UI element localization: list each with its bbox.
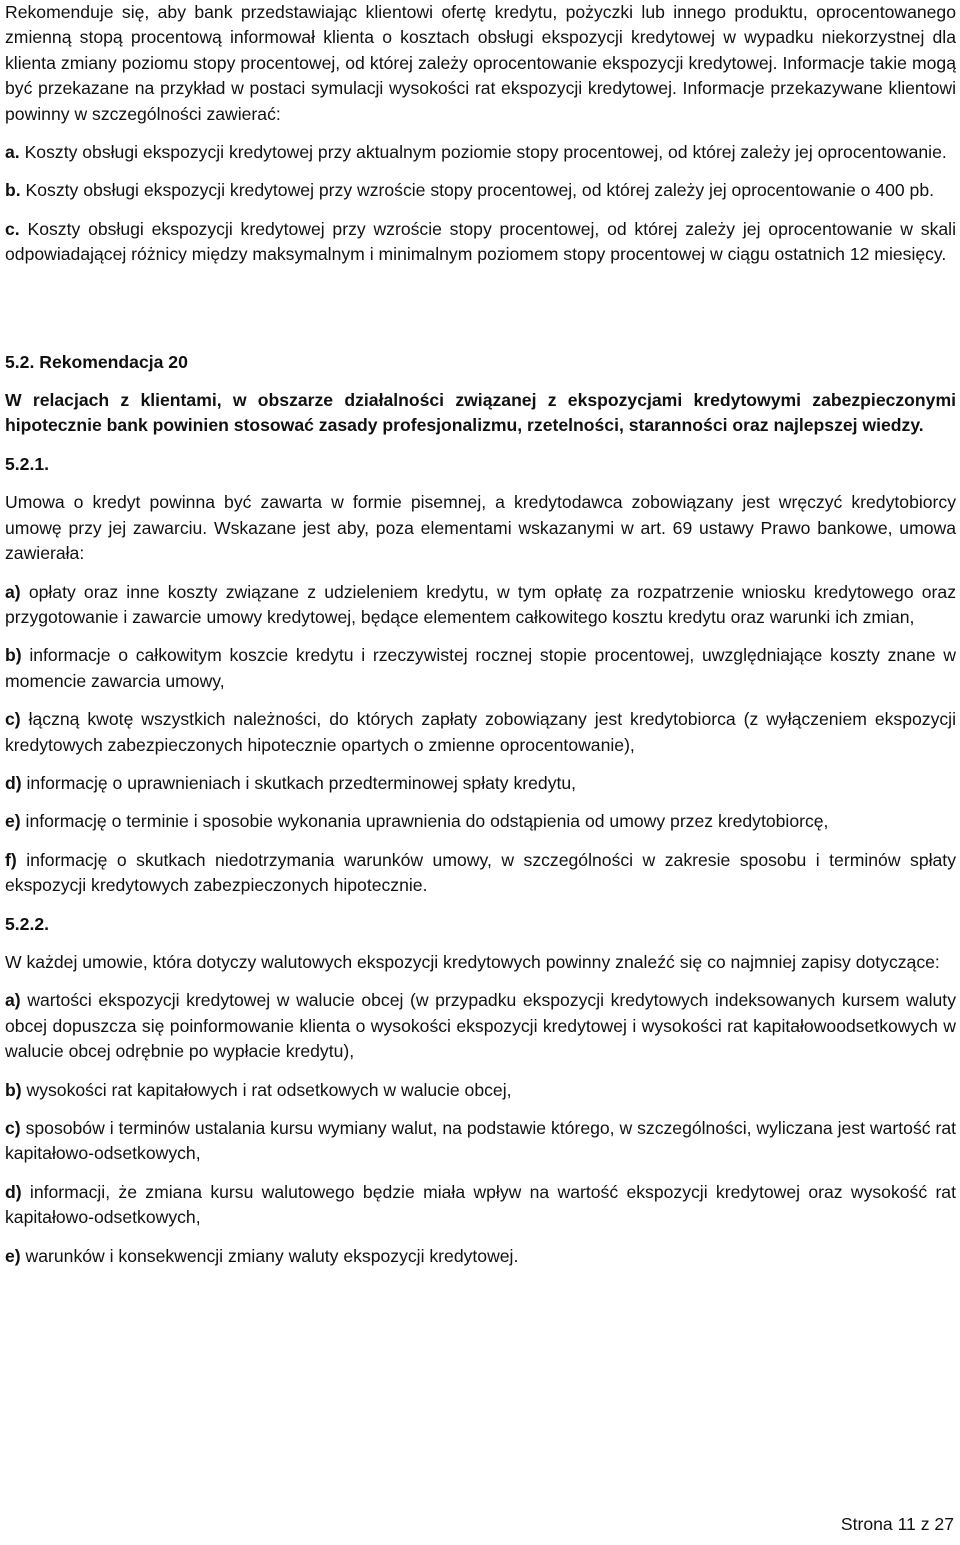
section-heading: 5.2. Rekomendacja 20: [5, 351, 188, 372]
item-label: a): [5, 990, 21, 1011]
item-label: b.: [5, 180, 21, 201]
list-item: [5, 1078, 956, 1103]
item-label: b): [5, 1079, 22, 1100]
item-text: informację o uprawnieniach i skutkach przedterminowej spłaty kredytu,: [21, 772, 577, 793]
item-text: informacje o całkowitym koszcie kredytu i rzeczywistej rocznej stopie procentowej, uwzględniające koszty znane w momencie zawarcia umowy,: [5, 645, 956, 691]
section-lead: W relacjach z klientami, w obszarze działalności związanej z ekspozycjami kredytowymi zabezpieczonymi hipotecznie bank powinien stosować zasady profesjonalizmu, rzetelności, staranności oraz najlepszej wiedzy.: [5, 390, 956, 436]
item-label: e): [5, 811, 21, 832]
item-label: c): [5, 1118, 21, 1138]
item-text: opłaty oraz inne koszty związane z udzieleniem kredytu, w tym opłatę za rozpatrzenie wniosku kredytowego oraz przygotowanie i zawarcie umowy kredytowej, będące elementem całkowitego kosztu kredytu oraz warunki ich zmian,: [5, 581, 956, 627]
subsection-intro: W każdej umowie, która dotyczy walutowych ekspozycji kredytowych powinny znaleźć się co najmniej zapisy dotyczące:: [5, 951, 940, 972]
list-item: [5, 809, 956, 834]
intro-paragraph: Rekomenduje się, aby bank przedstawiając klientowi ofertę kredytu, pożyczki lub innego produktu, oprocentowanego zmienną stopą procentową informował klienta o kosztach obsługi ekspozycji kredytowej w wypadku niekorzystnej dla klienta zmiany poziomu stopy procentowej, od której zależy oprocentowanie ekspozycji kredytowej. Informacje takie mogą być przekazane na przykład w postaci symulacji wysokości rat ekspozycji kredytowej. Informacje przekazywane klientowi powinny w szczególności zawierać:: [5, 2, 956, 124]
page-number: Strona 11 z 27: [840, 1514, 954, 1534]
item-text: Koszty obsługi ekspozycji kredytowej przy aktualnym poziomie stopy procentowej, od której zależy jej oprocentowanie.: [19, 142, 947, 163]
list-item: [5, 988, 956, 1064]
item-text: wartości ekspozycji kredytowej w walucie obcej (w przypadku ekspozycji kredytowych indeksowanych kursem waluty obcej dopuszcza się poinformowanie klienta o wysokości ekspozycji kredytowej i wysokości rat kapitałowoodsetkowych w walucie obcej odrębnie po wypłacie kredytu),: [5, 990, 956, 1062]
item-text: Koszty obsługi ekspozycji kredytowej przy wzroście stopy procentowej, od której zależy jej oprocentowanie w skali odpowiadającej różnicy między maksymalnym i minimalnym poziomem stopy procentowej w ciągu ostatnich 12 miesięcy.: [5, 218, 956, 265]
item-text: informację o terminie i sposobie wykonania uprawnienia do odstąpienia od umowy przez kredytobiorcę,: [20, 811, 829, 832]
item-label: b): [5, 645, 22, 666]
item-label: f): [5, 849, 17, 870]
intro-item-b: [5, 178, 956, 203]
list-item: [5, 1244, 956, 1269]
item-label: a): [5, 581, 21, 602]
item-text: łączną kwotę wszystkich należności, do których zapłaty zobowiązany jest kredytobiorca (z wyłączeniem ekspozycji kredytowych zabezpieczonych hipotecznie opartych o zmienne oprocentowanie),: [5, 709, 956, 755]
item-text: informację o skutkach niedotrzymania warunków umowy, w szczególności w zakresie sposobu i terminów spłaty ekspozycji kredytowych zabezpieczonych hipotecznie.: [5, 849, 956, 896]
intro-item-a: [5, 140, 956, 165]
list-item: [5, 707, 956, 758]
item-text: wysokości rat kapitałowych i rat odsetkowych w walucie obcej,: [21, 1079, 512, 1100]
item-label: c): [5, 709, 21, 730]
document-page: [5, 0, 956, 1269]
list-item: [5, 848, 956, 899]
item-label: a.: [5, 142, 20, 163]
item-text: Koszty obsługi ekspozycji kredytowej przy wzroście stopy procentowej, od której zależy jej oprocentowanie o 400 pb.: [20, 180, 935, 201]
subsection-number: 5.2.2.: [5, 913, 50, 934]
item-label: e): [5, 1245, 21, 1266]
intro-item-c: [5, 217, 956, 268]
list-item: [5, 1180, 956, 1231]
list-item: [5, 1116, 956, 1167]
item-text: warunków i konsekwencji zmiany waluty ekspozycji kredytowej.: [20, 1245, 519, 1266]
subsection-intro: Umowa o kredyt powinna być zawarta w formie pisemnej, a kredytodawca zobowiązany jest wręczyć kredytobiorcy umowę przy jej zawarciu. Wskazane jest aby, poza elementami wskazanymi w art. 69 ustawy Prawo bankowe, umowa zawierała:: [5, 492, 956, 564]
item-text: informacji, że zmiana kursu walutowego będzie miała wpływ na wartość ekspozycji kredytowej oraz wysokość rat kapitałowo-odsetkowych,: [5, 1181, 956, 1228]
item-label: d): [5, 1181, 22, 1202]
list-item: [5, 643, 956, 694]
subsection-number: 5.2.1.: [5, 453, 50, 474]
list-item: [5, 771, 956, 796]
item-text: sposobów i terminów ustalania kursu wymiany walut, na podstawie którego, w szczególności, wyliczana jest wartość rat kapitałowo-odsetkowych,: [5, 1118, 956, 1164]
item-label: d): [5, 772, 22, 793]
list-item: [5, 580, 956, 631]
item-label: c.: [5, 218, 20, 239]
